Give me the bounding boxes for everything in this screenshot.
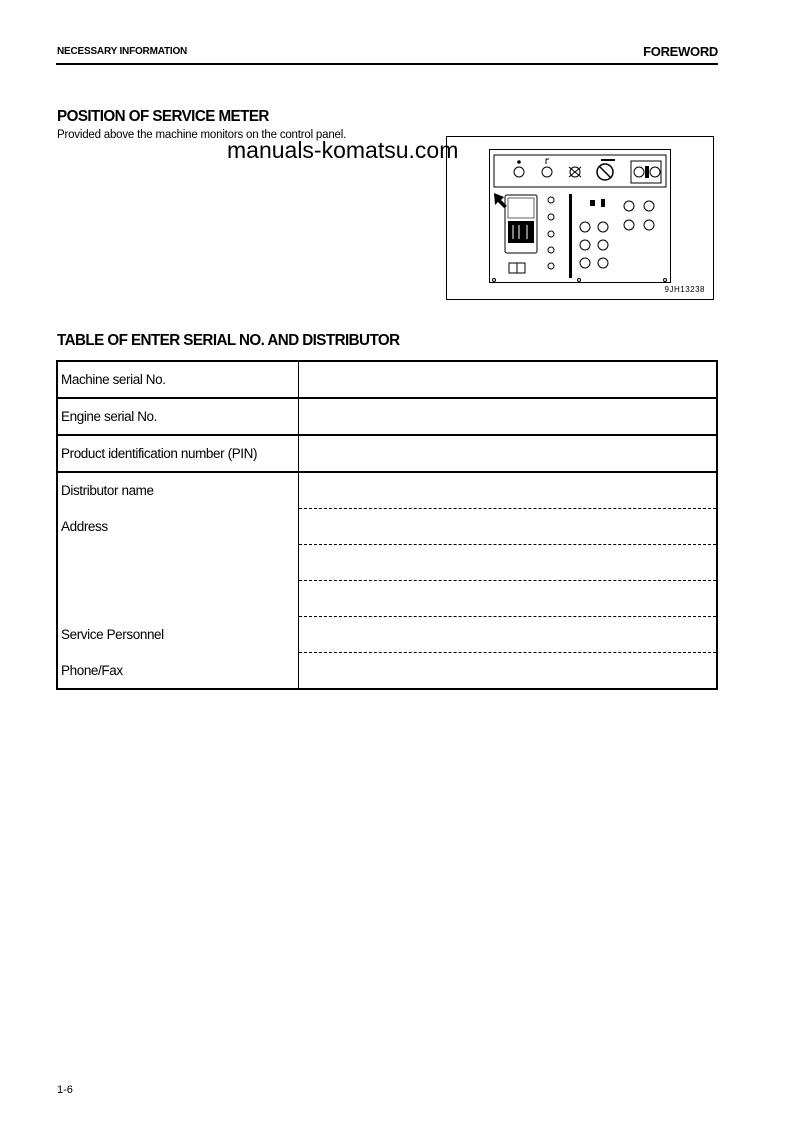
header-divider xyxy=(56,63,718,65)
page-number: 1-6 xyxy=(57,1084,73,1096)
table-row xyxy=(57,617,717,653)
address-field-line-1[interactable] xyxy=(299,509,718,545)
engine-serial-field[interactable] xyxy=(299,398,718,435)
control-panel-figure xyxy=(446,136,714,300)
control-panel-diagram-icon xyxy=(489,149,671,283)
table-row xyxy=(57,472,717,509)
row-label-pin: Product identification number (PIN) xyxy=(57,435,299,472)
serial-table-heading: TABLE OF ENTER SERIAL NO. AND DISTRIBUTOR xyxy=(57,332,400,349)
table-row xyxy=(57,653,717,690)
row-label-distributor-name: Distributor name xyxy=(57,472,299,509)
distributor-name-field[interactable] xyxy=(299,472,718,509)
table-row xyxy=(57,435,717,472)
table-row xyxy=(57,361,717,398)
table-row xyxy=(57,398,717,435)
figure-reference-label: 9JH13238 xyxy=(664,285,705,294)
address-field-line-2[interactable] xyxy=(299,545,718,581)
table-row xyxy=(57,581,717,617)
serial-distributor-table xyxy=(56,360,718,690)
row-label-service-personnel: Service Personnel xyxy=(57,617,299,653)
pin-field[interactable] xyxy=(299,435,718,472)
watermark-text: manuals-komatsu.com xyxy=(227,137,459,163)
row-label-address: Address xyxy=(57,509,299,545)
row-label-engine-serial: Engine serial No. xyxy=(57,398,299,435)
row-label-empty xyxy=(57,545,299,581)
service-meter-heading: POSITION OF SERVICE METER xyxy=(57,108,269,125)
header-chapter-title: FOREWORD xyxy=(643,44,718,59)
phone-fax-field[interactable] xyxy=(299,653,718,690)
table-row xyxy=(57,545,717,581)
row-label-machine-serial: Machine serial No. xyxy=(57,361,299,398)
row-label-empty xyxy=(57,581,299,617)
table-row xyxy=(57,509,717,545)
row-label-phone-fax: Phone/Fax xyxy=(57,653,299,690)
header-section-title: NECESSARY INFORMATION xyxy=(57,46,188,57)
address-field-line-3[interactable] xyxy=(299,581,718,617)
machine-serial-field[interactable] xyxy=(299,361,718,398)
service-personnel-field[interactable] xyxy=(299,617,718,653)
service-meter-description: Provided above the machine monitors on the control panel. xyxy=(57,129,347,141)
